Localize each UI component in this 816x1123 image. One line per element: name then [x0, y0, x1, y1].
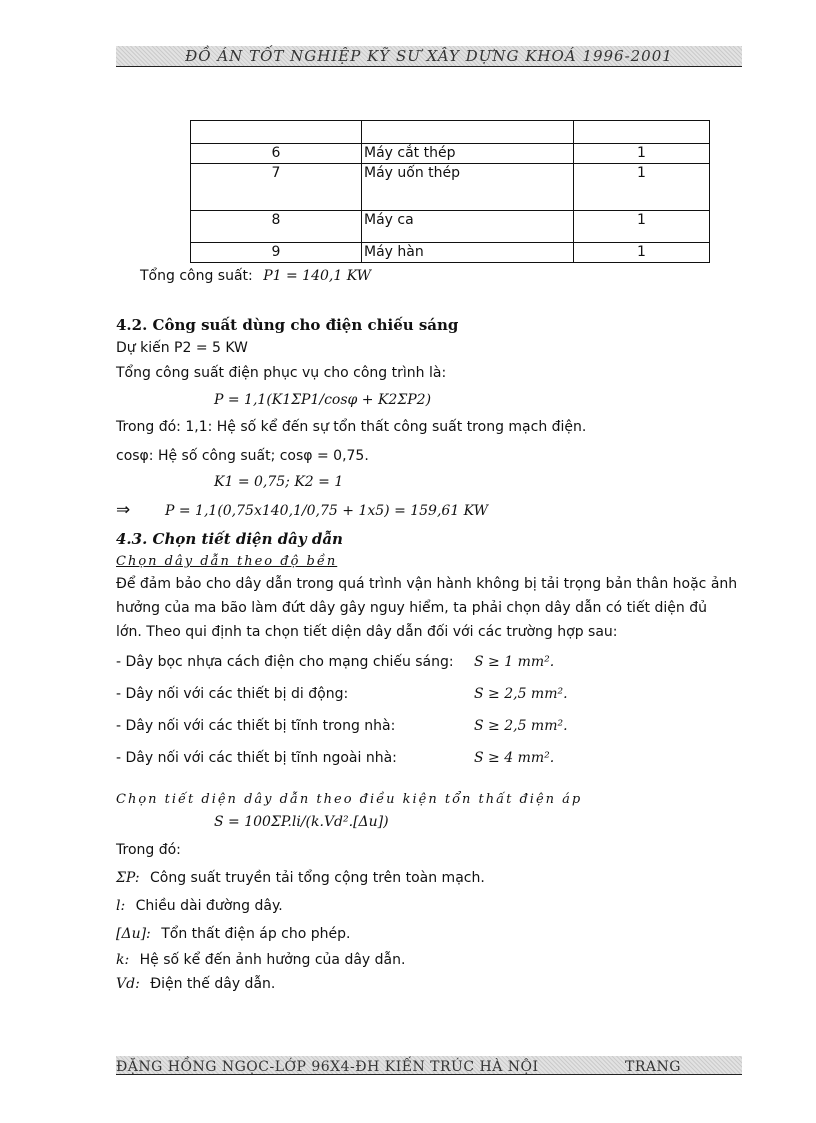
definition-line	[116, 926, 350, 942]
paragraph-line: lớn. Theo qui định ta chọn tiết diện dây dẫn đối với các trường hợp sau:	[116, 624, 618, 640]
definition-text: Hệ số kể đến ảnh hưởng của dây dẫn.	[139, 952, 406, 968]
subheading-strength: Chọn dây dẫn theo độ bền	[116, 554, 338, 569]
section-formula: S = 100ΣP.li/(k.Vd².[Δu])	[214, 814, 389, 830]
estimate-line: Dự kiến P2 = 5 KW	[116, 340, 248, 356]
definition-symbol: [Δu]:	[116, 926, 151, 942]
definition-line	[116, 870, 485, 886]
definition-text: Điện thế dây dẫn.	[150, 976, 276, 992]
bullet-value: S ≥ 2,5 mm².	[474, 718, 568, 734]
footer-page-label: TRANG	[625, 1059, 681, 1075]
table-cell-no: 6	[191, 144, 362, 164]
bullet-text: - Dây nối với các thiết bị tĩnh trong nhà:	[116, 718, 396, 734]
subheading-voltage-loss: Chọn tiết diện dây dẫn theo điều kiện tổn thất điện áp	[116, 792, 583, 807]
definition-line	[116, 976, 275, 992]
definition-symbol: ΣP:	[116, 870, 140, 886]
bullet-value: S ≥ 2,5 mm².	[474, 686, 568, 702]
definition-symbol: Vd:	[116, 976, 140, 992]
table-cell-name: Máy uốn thép	[362, 164, 574, 211]
power-result: P = 1,1(0,75x140,1/0,75 + 1x5) = 159,61 KW	[165, 503, 489, 519]
definition-symbol: l:	[116, 898, 126, 914]
total-power-formula: P1 = 140,1 KW	[263, 268, 372, 284]
definition-text: Công suất truyền tải tổng cộng trên toàn mạch.	[150, 870, 485, 886]
implies-icon: ⇒	[116, 500, 131, 520]
table-row	[191, 144, 710, 164]
cos-line: cosφ: Hệ số công suất; cosφ = 0,75.	[116, 448, 369, 464]
table-row	[191, 164, 710, 211]
table-row	[191, 211, 710, 243]
bullet-value: S ≥ 4 mm².	[474, 750, 555, 766]
equipment-table	[190, 120, 710, 263]
table-cell-qty	[574, 121, 710, 144]
table-cell-qty: 1	[574, 211, 710, 243]
intro-line: Tổng công suất điện phục vụ cho công trình là:	[116, 365, 447, 381]
table-cell-name: Máy cắt thép	[362, 144, 574, 164]
table-cell-qty: 1	[574, 243, 710, 263]
section-4-2-heading: 4.2. Công suất dùng cho điện chiếu sáng	[116, 316, 459, 334]
where-line: Trong đó: 1,1: Hệ số kể đến sự tổn thất công suất trong mạch điện.	[116, 419, 587, 435]
table-cell-no: 8	[191, 211, 362, 243]
table-cell-no: 9	[191, 243, 362, 263]
definition-text: Chiều dài đường dây.	[135, 898, 283, 914]
total-power-label: Tổng công suất:	[140, 268, 253, 284]
where-label: Trong đó:	[116, 842, 181, 858]
definition-text: Tổn thất điện áp cho phép.	[161, 926, 351, 942]
table-cell-name: Máy ca	[362, 211, 574, 243]
definition-symbol: k:	[116, 952, 130, 968]
table-cell-no	[191, 121, 362, 144]
footer-author: ĐẶNG HỒNG NGỌC-LỚP 96X4-ĐH KIẾN TRÚC HÀ NỘI	[116, 1059, 539, 1075]
paragraph-line: Để đảm bảo cho dây dẫn trong quá trình vận hành không bị tải trọng bản thân hoặc ảnh	[116, 576, 738, 592]
bullet-value: S ≥ 1 mm².	[474, 654, 555, 670]
table-cell-no: 7	[191, 164, 362, 211]
power-formula: P = 1,1(K1ΣP1/cosφ + K2ΣP2)	[214, 392, 432, 408]
bullet-text: - Dây bọc nhựa cách điện cho mạng chiếu sáng:	[116, 654, 454, 670]
section-4-3-heading: 4.3. Chọn tiết diện dây dẫn	[116, 530, 343, 548]
header-title: ĐỒ ÁN TỐT NGHIỆP KỸ SƯ XÂY DỰNG KHOÁ 1996-2001	[185, 47, 673, 65]
table-cell-name	[362, 121, 574, 144]
table-row	[191, 243, 710, 263]
definition-line	[116, 898, 283, 914]
table-cell-qty: 1	[574, 164, 710, 211]
k-coefficients: K1 = 0,75; K2 = 1	[214, 474, 344, 490]
paragraph-line: hưởng của ma bão làm đứt dây gây nguy hiểm, ta phải chọn dây dẫn có tiết diện đủ	[116, 600, 707, 616]
table-cell-name: Máy hàn	[362, 243, 574, 263]
bullet-text: - Dây nối với các thiết bị di động:	[116, 686, 349, 702]
total-power-line	[140, 268, 371, 284]
bullet-text: - Dây nối với các thiết bị tĩnh ngoài nhà:	[116, 750, 397, 766]
table-cell-qty: 1	[574, 144, 710, 164]
definition-line	[116, 952, 405, 968]
table-row	[191, 121, 710, 144]
